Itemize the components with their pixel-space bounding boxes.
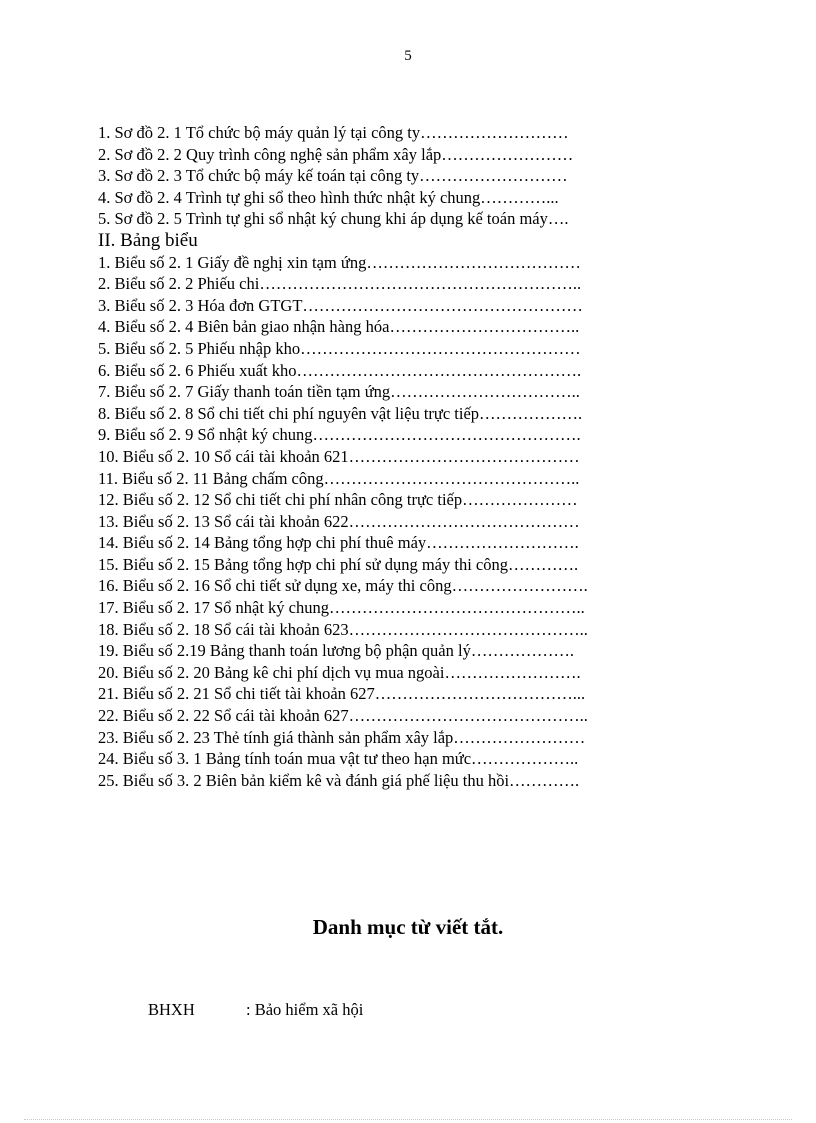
- table-entry: 20. Biểu số 2. 20 Bảng kê chi phí dịch vụ mua ngoài…………………….: [98, 662, 581, 682]
- table-entry: 9. Biểu số 2. 9 Sổ nhật ký chung………………………………………….: [98, 425, 581, 445]
- table-entry: 2. Biểu số 2. 2 Phiếu chi…………………………………………………..: [98, 274, 582, 294]
- table-entry: 10. Biểu số 2. 10 Sổ cái tài khoản 621……………………………………: [98, 446, 580, 466]
- table-entry: 25. Biểu số 3. 2 Biên bản kiểm kê và đánh giá phế liệu thu hồi………….: [98, 770, 580, 790]
- table-of-contents: [98, 122, 738, 791]
- table-entry: 7. Biểu số 2. 7 Giấy thanh toán tiền tạm ứng……………………………..: [98, 382, 580, 402]
- table-entry: 24. Biểu số 3. 1 Bảng tính toán mua vật tư theo hạn mức………………..: [98, 749, 579, 769]
- table-entry: 6. Biểu số 2. 6 Phiếu xuất kho…………………………………………….: [98, 360, 582, 380]
- table-entry: 21. Biểu số 2. 21 Sổ chi tiết tài khoản 627………………………………...: [98, 684, 586, 704]
- abbreviation-meaning: : Bảo hiểm xã hội: [246, 1000, 364, 1019]
- table-entry: 22. Biểu số 2. 22 Sổ cái tài khoản 627……………………………………..: [98, 706, 588, 726]
- table-entry: 15. Biểu số 2. 15 Bảng tổng hợp chi phí sử dụng máy thi công………….: [98, 554, 579, 574]
- abbreviation-row: [148, 1000, 363, 1020]
- diagram-entry: 2. Sơ đồ 2. 2 Quy trình công nghệ sản phẩm xây lắp……………………: [98, 144, 574, 164]
- diagram-entry: 3. Sơ đồ 2. 3 Tổ chức bộ máy kế toán tại công ty………………………: [98, 166, 568, 186]
- diagram-entry: 1. Sơ đồ 2. 1 Tổ chức bộ máy quản lý tại công ty………………………: [98, 123, 569, 142]
- section-heading: II. Bảng biểu: [98, 229, 198, 251]
- table-entry: 18. Biểu số 2. 18 Sổ cái tài khoản 623……………………………………..: [98, 619, 588, 639]
- table-entry: 12. Biểu số 2. 12 Sổ chi tiết chi phí nhân công trực tiếp…………………: [98, 490, 578, 510]
- page-bottom-rule: [24, 1119, 792, 1120]
- table-entry: 16. Biểu số 2. 16 Sổ chi tiết sử dụng xe, máy thi công…………………….: [98, 576, 588, 596]
- table-entry: 11. Biểu số 2. 11 Bảng chấm công………………………………………..: [98, 468, 580, 488]
- table-entry: 14. Biểu số 2. 14 Bảng tổng hợp chi phí thuê máy……………………….: [98, 533, 579, 553]
- table-entry: 19. Biểu số 2.19 Bảng thanh toán lương bộ phận quản lý……………….: [98, 641, 574, 661]
- table-entry: 8. Biểu số 2. 8 Sổ chi tiết chi phí nguyên vật liệu trực tiếp……………….: [98, 403, 583, 423]
- table-entry: 1. Biểu số 2. 1 Giấy đề nghị xin tạm ứng…………………………………: [98, 252, 581, 272]
- table-entry: 23. Biểu số 2. 23 Thẻ tính giá thành sản phẩm xây lắp……………………: [98, 727, 586, 747]
- abbreviations-title: Danh mục từ viết tắt.: [312, 915, 504, 939]
- table-entry: 3. Biểu số 2. 3 Hóa đơn GTGT……………………………………………: [98, 295, 583, 315]
- page-number: 5: [404, 48, 412, 64]
- table-entry: 13. Biểu số 2. 13 Sổ cái tài khoản 622……………………………………: [98, 511, 580, 531]
- abbreviation-code: BHXH: [148, 1000, 195, 1019]
- table-entry: 4. Biểu số 2. 4 Biên bản giao nhận hàng hóa……………………………..: [98, 317, 580, 337]
- diagram-entry: 5. Sơ đồ 2. 5 Trình tự ghi sổ nhật ký chung khi áp dụng kế toán máy….: [98, 209, 569, 229]
- diagram-entry: 4. Sơ đồ 2. 4 Trình tự ghi sổ theo hình thức nhật ký chung…………...: [98, 187, 559, 207]
- table-entry: 17. Biểu số 2. 17 Sổ nhật ký chung………………………………………..: [98, 598, 585, 618]
- table-entry: 5. Biểu số 2. 5 Phiếu nhập kho……………………………………………: [98, 338, 581, 358]
